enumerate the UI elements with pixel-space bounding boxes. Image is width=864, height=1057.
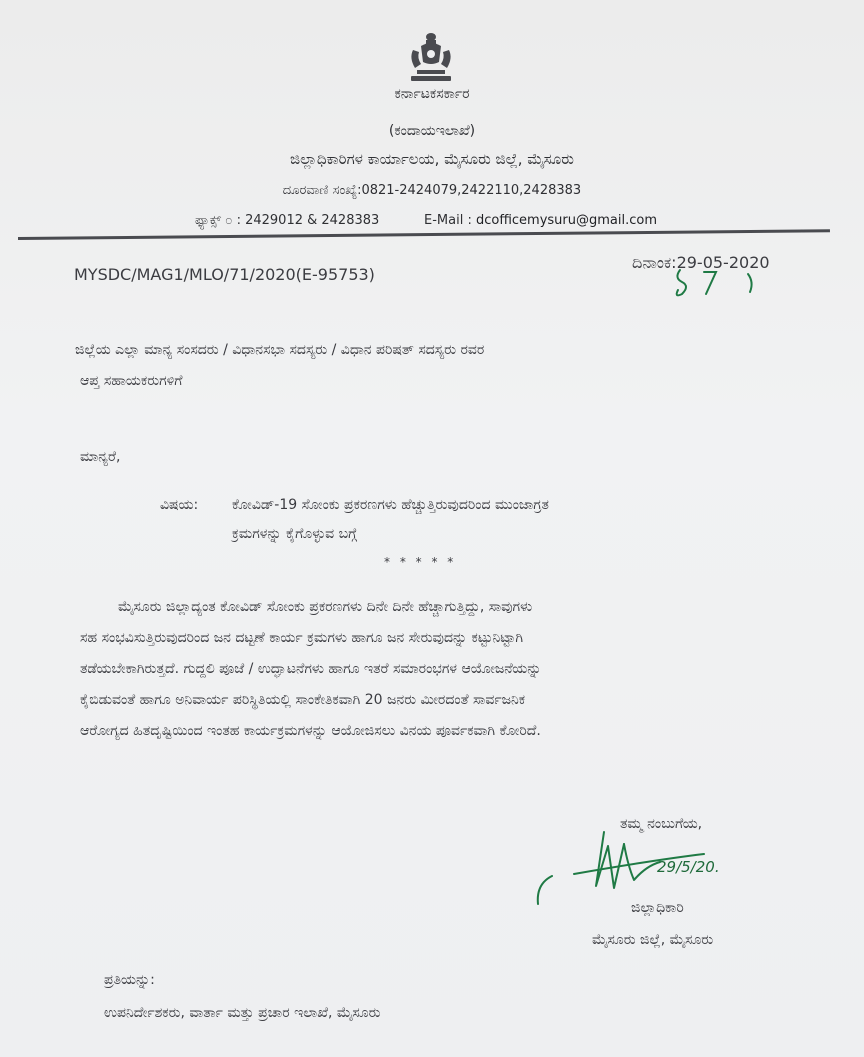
body-paragraph-line: ಕೈಬಿಡುವಂತೆ ಹಾಗೂ ಅನಿವಾರ್ಯ ಪರಿಸ್ಥಿತಿಯಲ್ಲಿ ಸಾಂಕೇತಿಕವಾಗಿ 20 ಜನರು ಮೀರದಂತೆ ಸಾರ್ವಜನಿಕ — [80, 692, 526, 708]
karnataka-emblem-icon — [403, 28, 459, 84]
subject-line-2: ಕ್ರಮಗಳನ್ನು ಕೈಗೊಳ್ಳುವ ಬಗ್ಗೆ — [232, 526, 358, 542]
handwritten-date-mark-icon — [660, 264, 780, 304]
header-divider — [18, 229, 830, 240]
header-fax: ಫ್ಯಾಕ್ಸ್ ೦ : 2429012 & 2428383 — [195, 213, 380, 228]
copy-to-label: ಪ್ರತಿಯನ್ನು: — [104, 972, 155, 988]
recipient-line-2: ಆಪ್ತ ಸಹಾಯಕರುಗಳಿಗೆ — [80, 373, 183, 389]
subject-label: ವಿಷಯ: — [160, 497, 199, 513]
header-phone: ದೂರವಾಣಿ ಸಂಖ್ಯೆ:0821-2424079,2422110,2428383 — [282, 183, 582, 198]
subject-separator: * * * * * — [384, 555, 457, 569]
recipient-line-1: ಜಿಲ್ಲೆಯ ಎಲ್ಲಾ ಮಾನ್ಯ ಸಂಸದರು / ವಿಧಾನಸಭಾ ಸದಸ್ಯರು / ವಿಧಾನ ಪರಿಷತ್ ಸದಸ್ಯರು ರವರ — [75, 342, 485, 358]
copy-to-recipient: ಉಪನಿರ್ದೇಶಕರು, ವಾರ್ತಾ ಮತ್ತು ಪ್ರಚಾರ ಇಲಾಖೆ, ಮೈಸೂರು — [104, 1005, 381, 1021]
signature-date-note: 29/5/20. — [657, 858, 720, 876]
header-office: ಜಿಲ್ಲಾಧಿಕಾರಿಗಳ ಕಾರ್ಯಾಲಯ, ಮೈಸೂರು ಜಿಲ್ಲೆ, ಮೈಸೂರು — [290, 150, 574, 168]
email-address: dcofficemysuru@gmail.com — [475, 213, 657, 228]
reference-number: MYSDC/MAG1/MLO/71/2020(E-95753) — [74, 265, 375, 284]
body-paragraph-line: ಆರೋಗ್ಯದ ಹಿತದೃಷ್ಟಿಯಿಂದ ಇಂತಹ ಕಾರ್ಯಕ್ರಮಗಳನ್ನು ಆಯೋಜಿಸಲು ವಿನಯ ಪೂರ್ವಕವಾಗಿ ಕೋರಿದೆ. — [80, 723, 541, 739]
subject-line-1: ಕೋವಿಡ್-19 ಸೋಂಕು ಪ್ರಕರಣಗಳು ಹೆಚ್ಚುತ್ತಿರುವುದರಿಂದ ಮುಂಜಾಗ್ರತ — [232, 497, 549, 513]
date-label: ದಿನಾಂಕ: — [632, 253, 677, 272]
signatory-office: ಮೈಸೂರು ಜಿಲ್ಲೆ, ಮೈಸೂರು — [592, 932, 714, 948]
body-paragraph-line: ತಡೆಯಬೇಕಾಗಿರುತ್ತದೆ. ಗುದ್ದಲಿ ಪೂಜೆ / ಉದ್ಘಾಟನೆಗಳು ಹಾಗೂ ಇತರೆ ಸಮಾರಂಭಗಳ ಆಯೋಜನೆಯನ್ನು — [80, 661, 542, 677]
header-government: ಕರ್ನಾಟಕಸರ್ಕಾರ — [394, 86, 470, 102]
date-value: 29-05-2020 — [676, 253, 770, 272]
closing-phrase: ತಮ್ಮ ನಂಬುಗೆಯ, — [620, 816, 703, 832]
header-email — [424, 213, 657, 228]
body-paragraph-line: ಸಹ ಸಂಭವಿಸುತ್ತಿರುವುದರಿಂದ ಜನ ದಟ್ಟಣೆ ಕಾರ್ಯ ಕ್ರಮಗಳು ಹಾಗೂ ಜನ ಸೇರುವುದನ್ನು ಕಟ್ಟುನಿಟ್ಟಾಗಿ — [80, 630, 524, 646]
body-paragraph-line: ಮೈಸೂರು ಜಿಲ್ಲಾದ್ಯಂತ ಕೋವಿಡ್ ಸೋಂಕು ಪ್ರಕರಣಗಳು ದಿನೇ ದಿನೇ ಹೆಚ್ಚಾಗುತ್ತಿದ್ದು, ಸಾವುಗಳು — [118, 599, 533, 615]
signatory-designation: ಜಿಲ್ಲಾಧಿಕಾರಿ — [631, 900, 684, 916]
email-label: E-Mail : — [424, 213, 476, 228]
salutation: ಮಾನ್ಯರೆ, — [80, 449, 121, 465]
header-department: (ಕಂದಾಯಇಲಾಖೆ) — [388, 123, 476, 139]
